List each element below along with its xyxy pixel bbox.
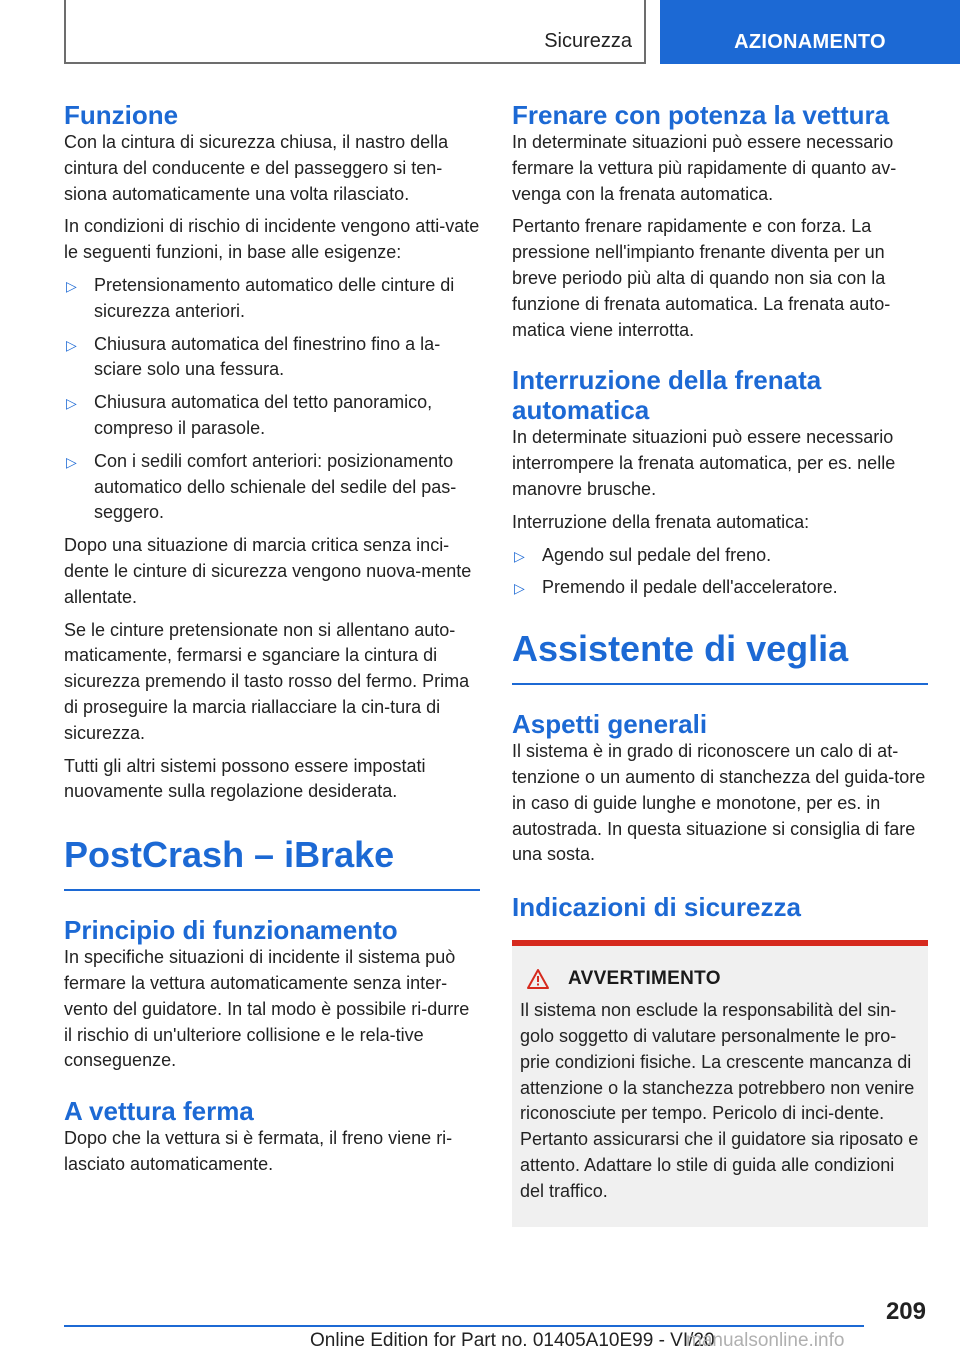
funzione-list: [64, 273, 480, 526]
aspetti-heading: Aspetti generali: [512, 709, 708, 740]
triangle-bullet-icon: ▷: [514, 580, 525, 597]
postcrash-heading: PostCrash – iBrake: [64, 833, 480, 891]
triangle-bullet-icon: ▷: [66, 336, 77, 353]
left-column: [64, 100, 480, 1178]
frenare-paragraph-1: In determinate situazioni può essere necessario fermare la vettura più rapidamente di quanto av-venga con la frenata automatica.: [512, 132, 897, 204]
header-tab: [660, 0, 960, 64]
warning-text: Il sistema non esclude la responsabilità del sin-golo soggetto di valutare personalmente le pro-prie condizioni fisiche. La crescente mancanza di attenzione o la stanchezza potrebbero non venire riconosciute per tempo. Pericolo di inci-dente. Pertanto assicurarsi che il guidatore sia riposato e attento. Adattare lo stile di guida alle condizioni del traffico.: [520, 1000, 919, 1201]
interruzione-list: [512, 543, 928, 602]
triangle-bullet-icon: ▷: [66, 453, 77, 470]
indicazioni-heading: Indicazioni di sicurezza: [512, 892, 801, 923]
triangle-bullet-icon: ▷: [66, 395, 77, 412]
warning-box: [512, 940, 928, 1226]
warning-header: [520, 968, 920, 990]
header-box: [64, 0, 646, 64]
warning-triangle-icon: [526, 968, 550, 990]
header-section: Sicurezza: [544, 30, 632, 52]
list-item: ▷ Agendo sul pedale del freno.: [512, 543, 928, 569]
list-item: ▷ Chiusura automatica del finestrino fino a la-sciare solo una fessura.: [66, 333, 441, 380]
aspetti-paragraph: Il sistema è in grado di riconoscere un calo di at-tenzione o un aumento di stanchezza del guida-tore in caso di guide lunghe e monotone, per es. in autostrada. In questa situazione si consiglia di fare una sosta.: [512, 741, 926, 865]
principio-paragraph: In specifiche situazioni di incidente il sistema può fermare la vettura automaticamente senza inter-vento del guidatore. In tal modo è possibile ri-durre il rischio di un'ulteriore collisione e le rela-tive conseguenze.: [64, 947, 470, 1071]
funzione-paragraph-5: Tutti gli altri sistemi possono essere impostati nuovamente sulla regolazione desiderata.: [64, 755, 426, 802]
triangle-bullet-icon: ▷: [514, 547, 525, 564]
principio-heading: Principio di funzionamento: [64, 915, 398, 946]
funzione-paragraph-3: Dopo una situazione di marcia critica senza inci-dente le cinture di sicurezza vengono nuova-mente allentate.: [64, 535, 472, 607]
ferma-paragraph: Dopo che la vettura si è fermata, il freno viene ri-lasciato automaticamente.: [64, 1128, 453, 1174]
funzione-heading: Funzione: [64, 100, 179, 130]
list-item: ▷ Chiusura automatica del tetto panoramico, compreso il parasole.: [66, 392, 433, 438]
interruzione-paragraph-1: In determinate situazioni può essere necessario interrompere la frenata automatica, per es. nelle manovre brusche.: [512, 427, 896, 499]
watermark-text: manualsonline.info: [686, 1330, 845, 1351]
page-number: 209: [885, 1298, 926, 1325]
interruzione-paragraph-2: Interruzione della frenata automatica:: [512, 511, 810, 532]
triangle-bullet-icon: ▷: [66, 277, 77, 294]
list-item: ▷ Con i sedili comfort anteriori: posizionamento automatico dello schienale del sedile del pas-seggero.: [66, 450, 457, 523]
frenare-paragraph-2: Pertanto frenare rapidamente e con forza. La pressione nell'impianto frenante diventa per un breve periodo più alta di quando non sia con la funzione di frenata automatica. La frenata auto-matica viene interrotta.: [512, 216, 891, 340]
list-item: ▷ Pretensionamento automatico delle cinture di sicurezza anteriori.: [66, 274, 455, 321]
list-item: ▷ Premendo il pedale dell'acceleratore.: [512, 575, 928, 601]
funzione-paragraph-1: Con la cintura di sicurezza chiusa, il nastro della cintura del conducente e del passeggero si ten-siona automaticamente una volta rilasciato.: [64, 132, 449, 204]
veglia-heading: Assistente di veglia: [512, 627, 928, 685]
ferma-heading: A vettura ferma: [64, 1096, 254, 1127]
frenare-heading: Frenare con potenza la vettura: [512, 100, 890, 130]
footer-divider: [64, 1325, 864, 1327]
funzione-paragraph-4: Se le cinture pretensionate non si allentano auto-maticamente, fermarsi e sganciare la cintura di sicurezza premendo il tasto rosso del fermo. Prima di proseguire la marcia riallacciare la cin-tura di sicurezza.: [64, 619, 470, 743]
edition-text: Online Edition for Part no. 01405A10E99 - VI/20: [310, 1330, 715, 1351]
funzione-paragraph-2: In condizioni di rischio di incidente vengono atti-vate le seguenti funzioni, in base alle esigenze:: [64, 216, 480, 263]
header-tab-label: AZIONAMENTO: [734, 31, 886, 53]
right-column: [512, 100, 928, 1227]
interruzione-heading: Interruzione della frenata automatica: [512, 365, 822, 426]
warning-label: AVVERTIMENTO: [568, 968, 721, 990]
